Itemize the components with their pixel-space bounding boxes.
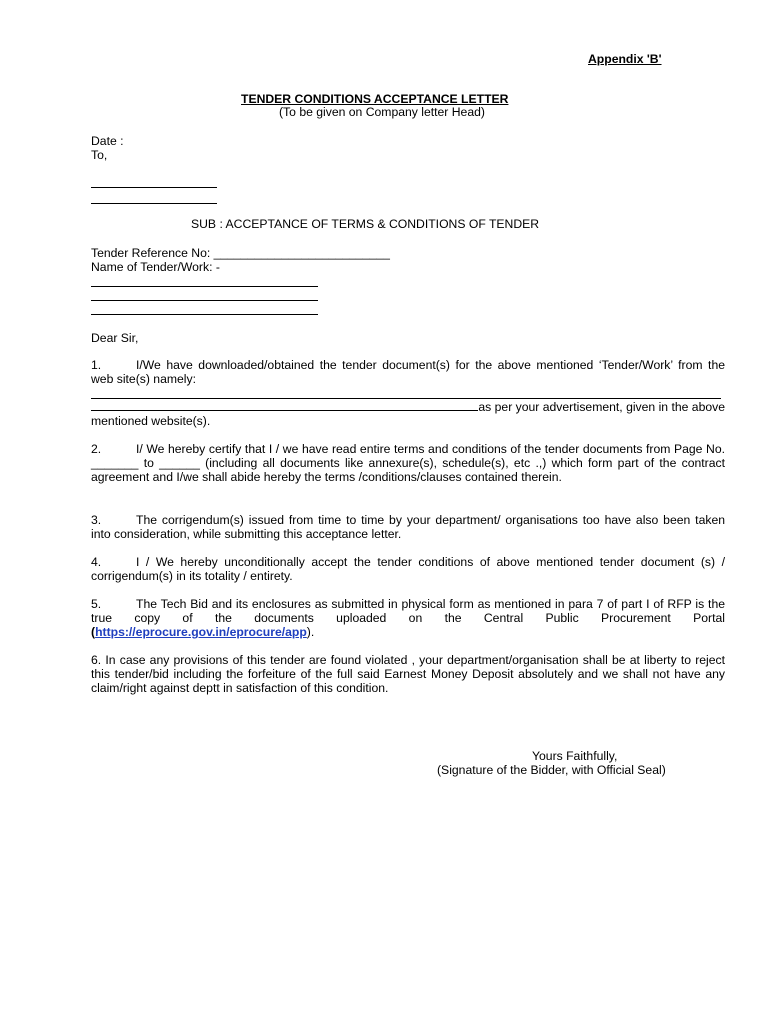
tender-name-line-1 (91, 286, 318, 287)
paragraph-6: 6. In case any provisions of this tender are found violated , your department/organisation shall be at liberty to reject this tender/bid including the forfeiture of the full said Earnest Money Deposit absolutely and we shall not have any claim/right against deptt in satisfaction of this condition. (91, 653, 725, 695)
eprocure-link[interactable]: https://eprocure.gov.in/eprocure/app (95, 625, 307, 639)
appendix-label: Appendix 'B' (588, 52, 662, 66)
tender-name-line-2 (91, 300, 318, 301)
tender-ref-blank: __________________________ (213, 246, 390, 260)
paragraph-4-number: 4. (91, 555, 102, 569)
address-line-1 (91, 187, 217, 188)
paragraph-3-text: The corrigendum(s) issued from time to time by your department/ organisations too have also been taken into consideration, while submitting this acceptance letter. (91, 513, 725, 541)
paragraph-4 (91, 555, 725, 583)
paragraph-5-close: ). (306, 625, 315, 639)
paragraph-2-text: I/ We hereby certify that I / we have read entire terms and conditions of the tender documents from Page No. _______ to ______ (including all documents like annexure(s), schedule(s), etc .,) which form part of the contract agreement and I/we shall abide hereby the terms /conditions/clauses contained therein. (91, 442, 725, 484)
paragraph-1-end: mentioned website(s). (91, 414, 211, 428)
paragraph-1-continuation (91, 400, 725, 414)
paragraph-1-text: I/We have downloaded/obtained the tender document(s) for the above mentioned ‘Tender/Work’ from the web site(s) namely: (91, 358, 725, 386)
paragraph-3-number: 3. (91, 513, 102, 527)
tender-ref-label: Tender Reference No: (91, 246, 211, 260)
paragraph-5-text: The Tech Bid and its enclosures as submitted in physical form as mentioned in para 7 of part I of RFP is the true copy of the documents uploaded on the Central Public Procurement Portal (91, 597, 725, 625)
address-line-2 (91, 203, 217, 204)
to-label: To, (91, 148, 108, 162)
tender-name-label: Name of Tender/Work: - (91, 260, 220, 274)
paragraph-5-open-paren: ( (91, 625, 96, 639)
date-label: Date : (91, 134, 124, 148)
website-line-2 (91, 400, 478, 411)
subject-line: SUB : ACCEPTANCE OF TERMS & CONDITIONS OF TENDER (191, 217, 540, 231)
tender-reference (91, 246, 390, 260)
tender-name-line-3 (91, 314, 318, 315)
paragraph-1-number: 1. (91, 358, 102, 372)
closing: Yours Faithfully, (532, 749, 618, 763)
paragraph-3 (91, 513, 725, 541)
website-line-1 (91, 398, 721, 399)
paragraph-2 (91, 442, 725, 484)
signature-line: (Signature of the Bidder, with Official Seal) (437, 763, 666, 777)
paragraph-5-number: 5. (91, 597, 102, 611)
paragraph-5 (91, 597, 725, 639)
paragraph-2-number: 2. (91, 442, 102, 456)
subtitle: (To be given on Company letter Head) (279, 105, 485, 119)
paragraph-1-tail: as per your advertisement, given in the above (478, 400, 725, 414)
page-title: TENDER CONDITIONS ACCEPTANCE LETTER (241, 92, 509, 106)
salutation: Dear Sir, (91, 331, 139, 345)
paragraph-4-text: I / We hereby unconditionally accept the tender conditions of above mentioned tender document (s) / corrigendum(s) in its totality / entirety. (91, 555, 725, 583)
paragraph-1 (91, 358, 725, 386)
